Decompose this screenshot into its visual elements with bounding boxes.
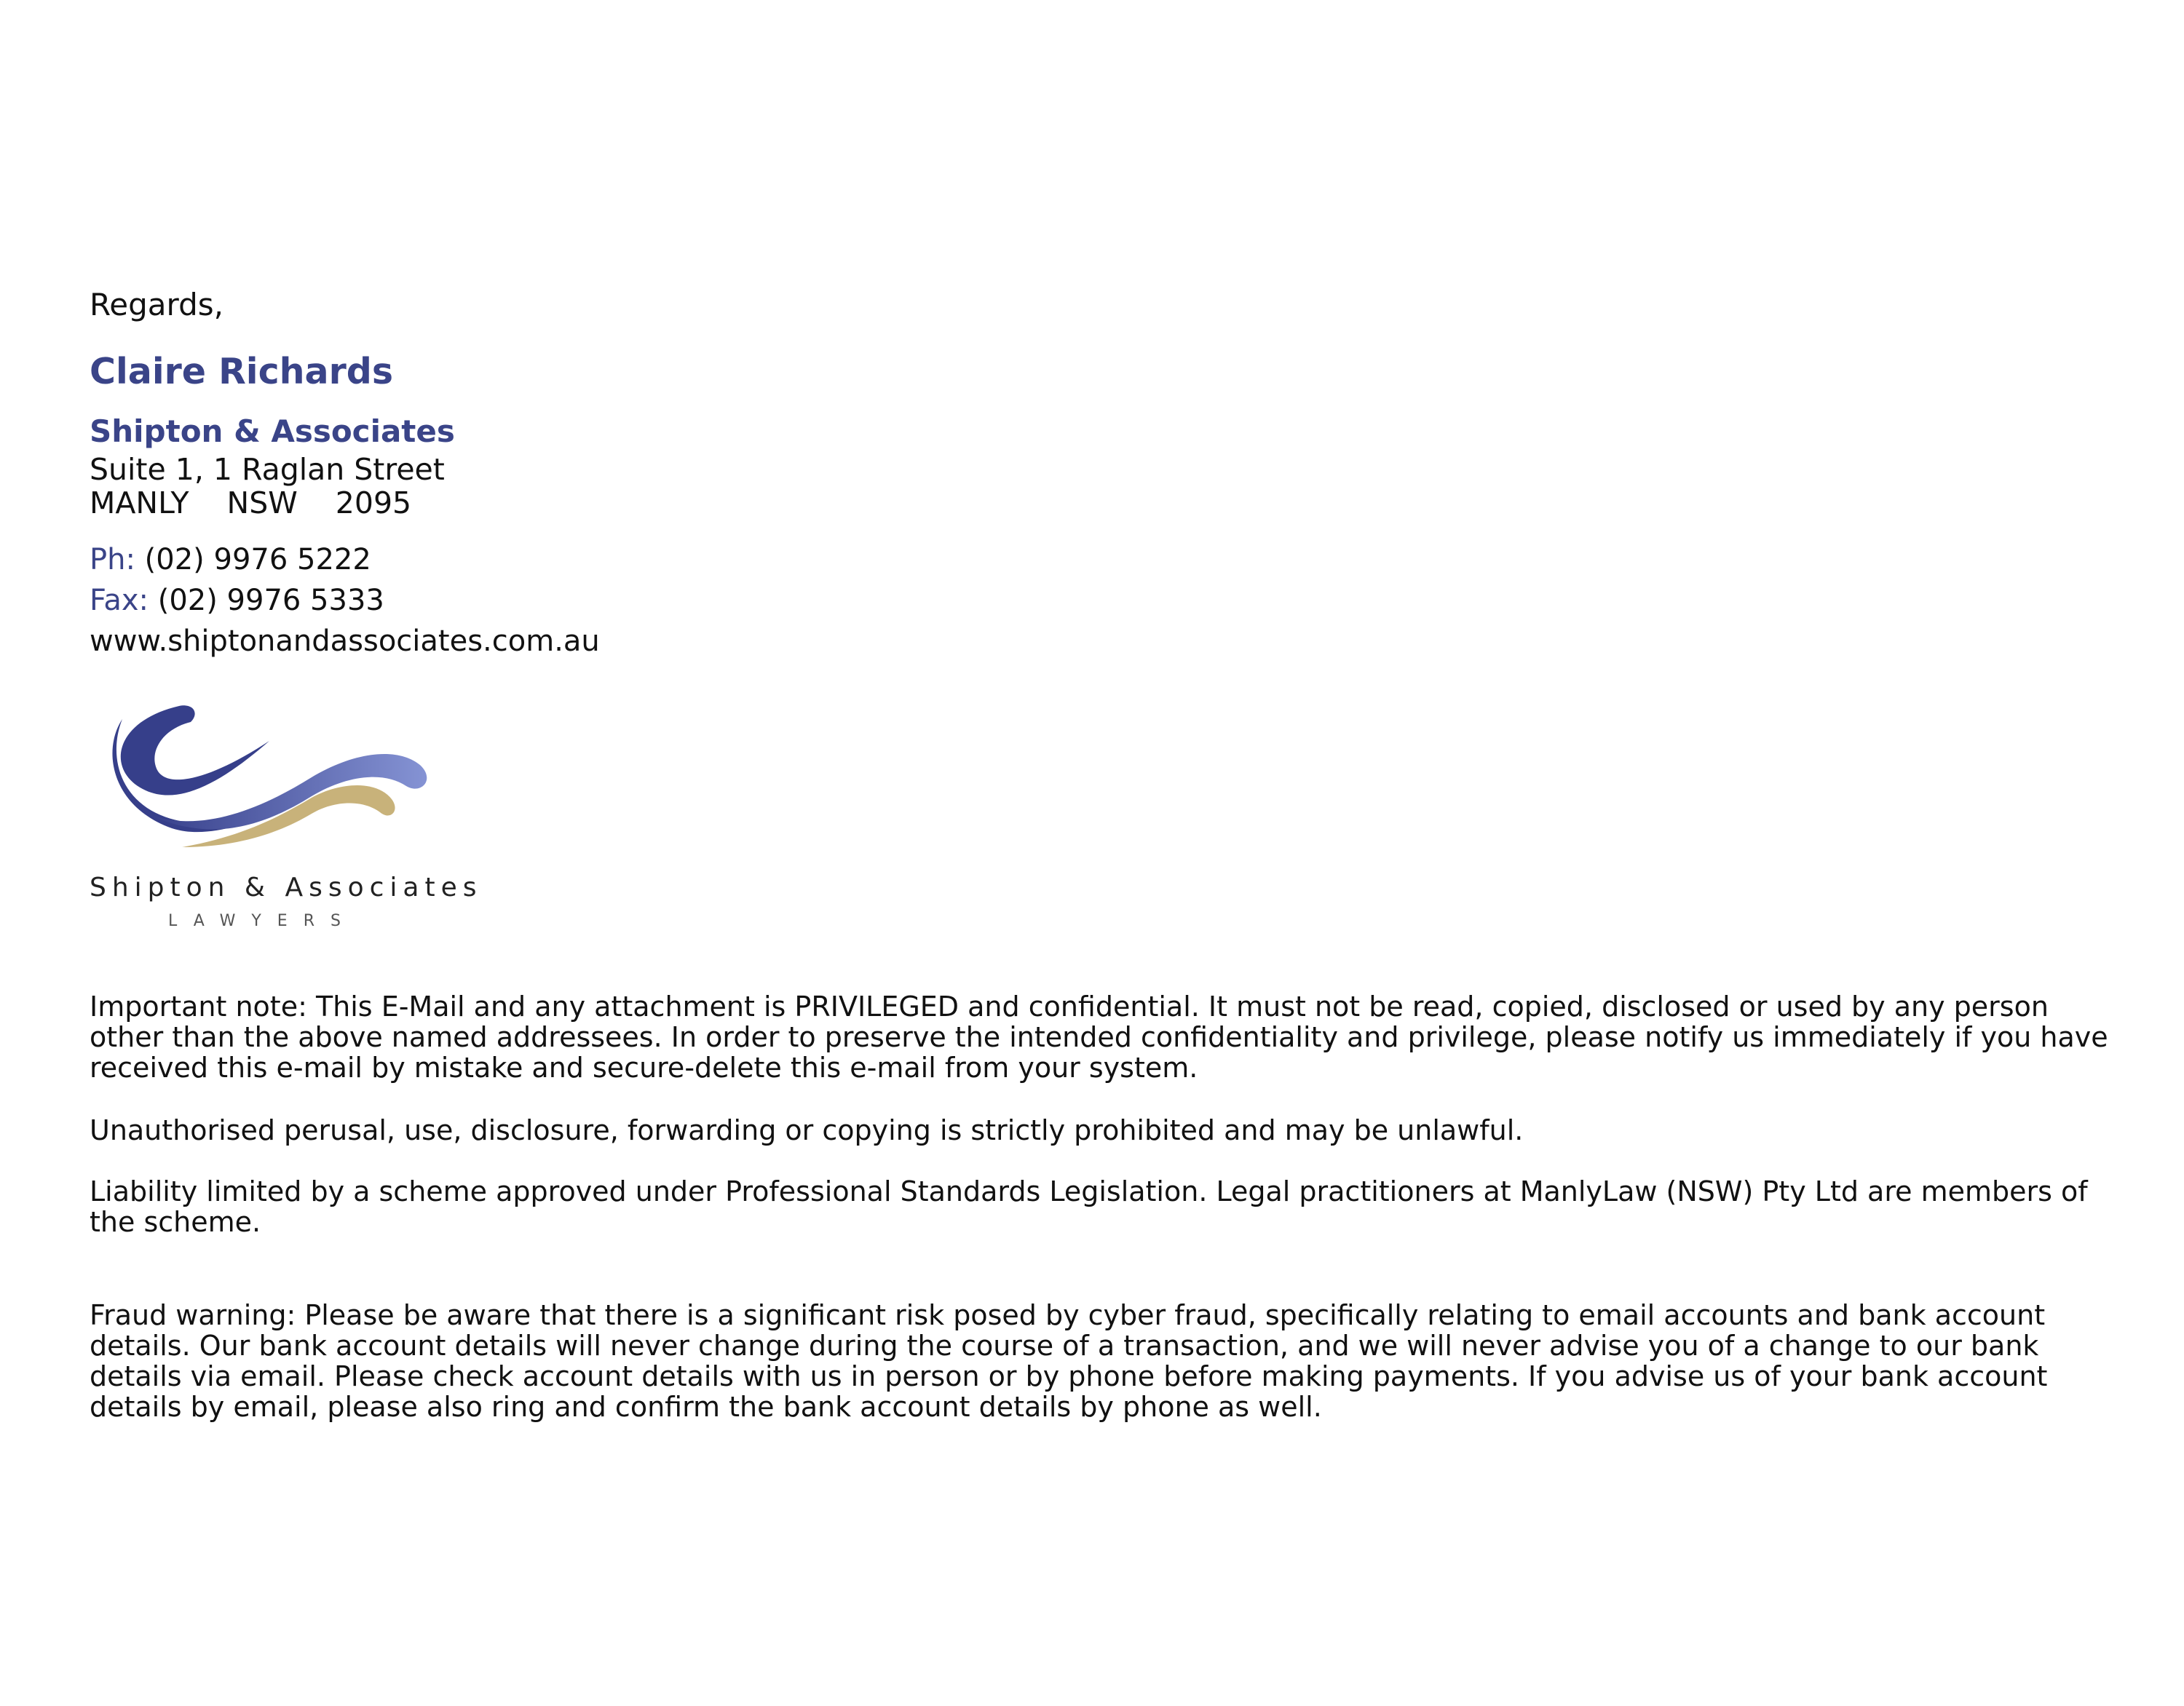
- address-city: MANLY: [90, 485, 189, 520]
- unauthorised-paragraph: Unauthorised perusal, use, disclosure, forwarding or copying is strictly prohibited and may be unlawful.: [90, 1114, 1524, 1146]
- fraud-warning-paragraph: Fraud warning: Please be aware that there is a significant risk posed by cyber fraud, specifically relating to email accounts and bank account details. Our bank account details will never change during the course of a transaction, and we will never advise you of a change to our bank details via email. Please check account details with us in person or by phone before making payments. If you advise us of your bank account details by email, please also ring and confirm the bank account details by phone as well.: [90, 1299, 2048, 1423]
- phone-line: [90, 541, 371, 578]
- liability-paragraph: Liability limited by a scheme approved under Professional Standards Legislation. Legal practitioners at ManlyLaw (NSW) Pty Ltd are members of the scheme.: [90, 1175, 2088, 1238]
- firm-name: Shipton & Associates: [90, 413, 455, 449]
- greeting: Regards,: [90, 287, 223, 322]
- website-link[interactable]: www.shiptonandassociates.com.au: [90, 624, 600, 658]
- fax-line: [90, 582, 384, 619]
- phone-number[interactable]: (02) 9976 5222: [144, 543, 371, 576]
- address-postcode: 2095: [335, 485, 412, 520]
- address-state: NSW: [226, 485, 298, 520]
- firm-logo-icon: [100, 705, 443, 857]
- address-line-1: Suite 1, 1 Raglan Street: [90, 452, 445, 487]
- fax-label: Fax:: [90, 584, 149, 617]
- address-line-2: [90, 485, 411, 521]
- sender-name: Claire Richards: [90, 351, 394, 392]
- fax-number: (02) 9976 5333: [157, 584, 384, 617]
- logo-firm-name: Shipton & Associates: [90, 873, 483, 902]
- phone-label: Ph:: [90, 543, 135, 576]
- logo-curl-shape: [121, 705, 269, 795]
- important-note-paragraph: Important note: This E-Mail and any attachment is PRIVILEGED and confidential. It must not be read, copied, disclosed or used by any person other than the above named addressees. In order to preserve the intended confidentiality and privilege, please notify us immediately if you have received this e-mail by mistake and secure-delete this e-mail from your system.: [90, 991, 2108, 1084]
- logo-tagline: LAWYERS: [168, 912, 357, 930]
